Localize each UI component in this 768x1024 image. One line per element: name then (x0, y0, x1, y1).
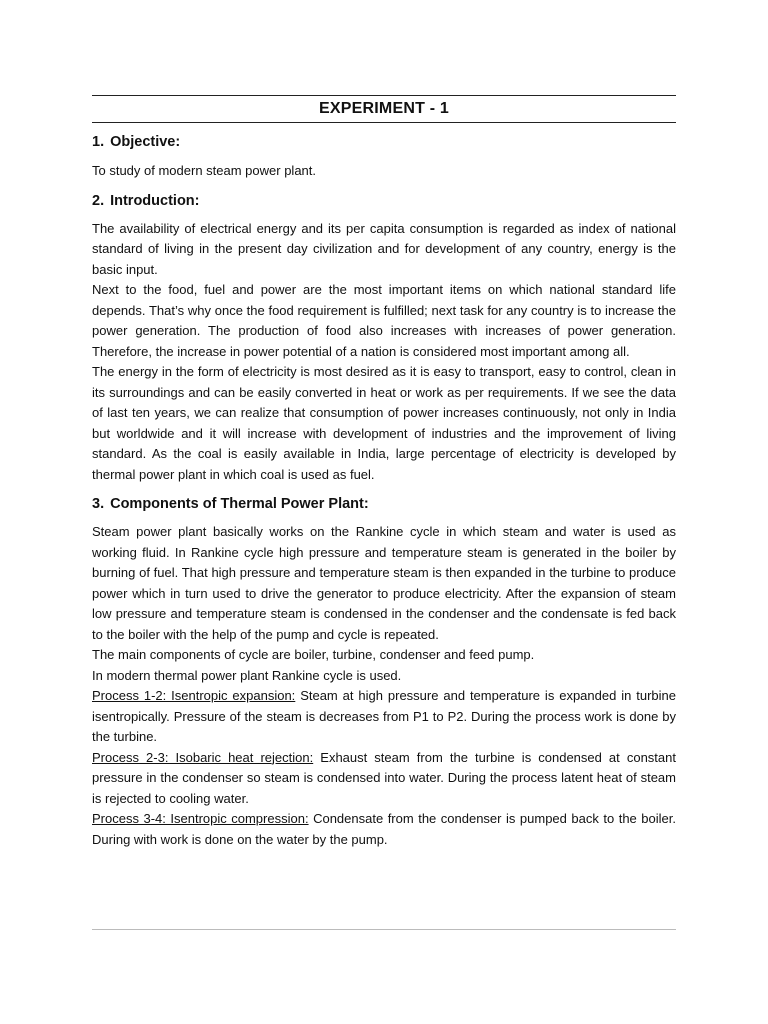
components-body (92, 522, 676, 850)
process-description: Steam at high pressure and temperature is expanded in turbine isentropically. Pressure of the steam is decreases from P1 to P2. During the process work is done by the turbine. (92, 688, 676, 744)
objective-text: To study of modern steam power plant. (92, 163, 317, 178)
components-paragraph: The main components of cycle are boiler, turbine, condenser and feed pump. (92, 647, 535, 662)
introduction-heading-text: Introduction: (110, 192, 200, 209)
objective-number: 1. (92, 134, 105, 150)
process-label: Process 2-3: Isobaric heat rejection: (92, 749, 314, 765)
process-description: Exhaust steam from the turbine is condensed at constant pressure in the condenser so steam is condensed into water. During the process latent heat of steam is rejected to cooling water. (92, 749, 676, 806)
objective-heading-text: Objective: (110, 134, 181, 150)
components-heading-text: Components of Thermal Power Plant: (110, 496, 369, 512)
components-heading (92, 494, 676, 514)
footer-divider (92, 929, 676, 930)
introduction-body (92, 219, 676, 486)
components-paragraph: Steam power plant basically works on the Rankine cycle in which steam and water is used as working fluid. In Rankine cycle high pressure and temperature steam is generated in the boiler by burning of fuel. That high pressure and temperature steam is then expanded in the turbine to produce power which in turn used to drive the generator to produce electricity. After the expansion of steam low pressure and temperature steam is condensed in the condenser and the condensate is fed back to the boiler with the help of the pump and cycle is repeated. (92, 524, 676, 642)
process-description: Condensate from the condenser is pumped back to the boiler. During with work is done on the water by the pump. (92, 811, 676, 847)
process-1-2 (92, 686, 676, 748)
introduction-paragraph: The energy in the form of electricity is most desired as it is easy to transport, easy to control, clean in its surroundings and can be easily converted in heat or work as per requirements. If we see the data of last ten years, we can realize that consumption of power increases continuously, not only in India but worldwide and it will increase with development of industries and the improvement of living standard. As the coal is easily available in India, large percentage of electricity is developed by thermal power plant in which coal is used as fuel. (92, 364, 676, 482)
components-number: 3. (92, 496, 105, 512)
page-title: EXPERIMENT - 1 (92, 95, 676, 123)
page-content (92, 95, 676, 850)
introduction-heading (92, 191, 676, 211)
components-paragraph: In modern thermal power plant Rankine cycle is used. (92, 667, 402, 683)
process-3-4 (92, 809, 676, 850)
introduction-paragraph: The availability of electrical energy and its per capita consumption is regarded as index of national standard of living in the present day civilization and for development of any country, energy is the basic input. (92, 220, 676, 277)
objective-heading (92, 132, 676, 152)
process-2-3 (92, 748, 676, 810)
introduction-paragraph: Next to the food, fuel and power are the most important items on which national standard life depends. That’s why once the food requirement is fulfilled; next task for any country is to increase the power generation. The production of food also increases with increases of power generation. Therefore, the increase in power potential of a nation is considered most important among all. (92, 282, 676, 359)
introduction-number: 2. (92, 192, 105, 209)
process-label: Process 1-2: Isentropic expansion: (92, 688, 296, 703)
process-label: Process 3-4: Isentropic compression: (92, 811, 309, 826)
